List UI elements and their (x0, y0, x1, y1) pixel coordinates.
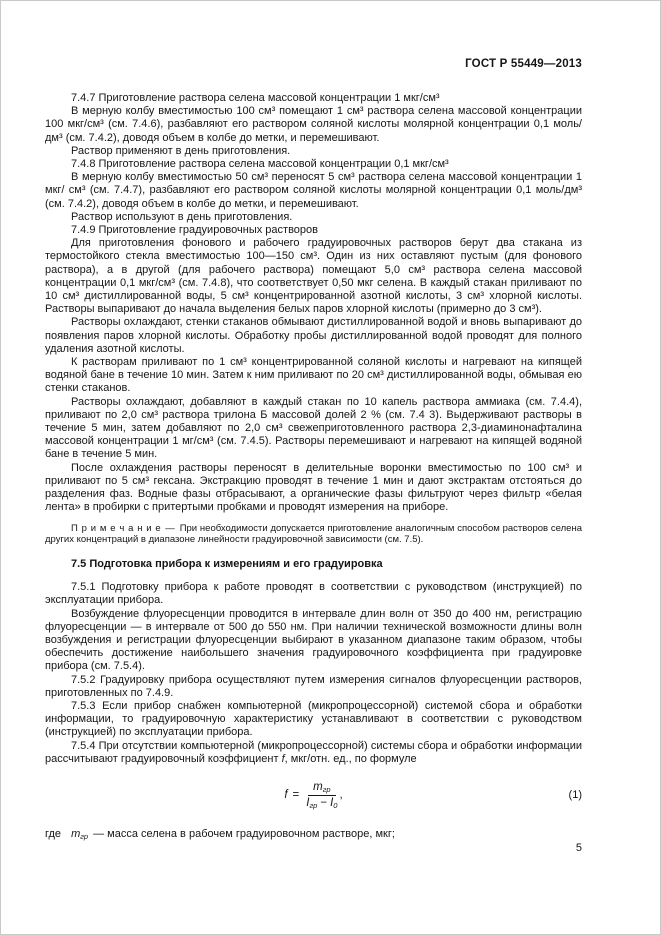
paragraph-7-4-8-title: 7.4.8 Приготовление раствора селена массовой концентрации 0,1 мкг/см³ (71, 158, 449, 171)
minus-sign: − (320, 796, 328, 809)
section-heading-7-5: 7.5 Подготовка прибора к измерениям и его градуировка (71, 557, 383, 570)
formula (284, 781, 342, 809)
paragraph-text: , мкг/отн. ед., по формуле (284, 752, 417, 765)
paragraph: После охлаждения растворы переносят в делительные воронки вместимостью по 100 см³ и приливают по 5 см³ гексана. Экстракцию проводят в течение 1 мин и дают экстрактам отстояться до разделения фаз. Водные фазы отбрасывают, а органические фазы фильтруют через фильтр «белая лента» в пробирки с притертыми пробками и проводят измерения на приборе. (45, 461, 582, 514)
equation-number: (1) (568, 788, 582, 801)
paragraph-7-5-2: 7.5.2 Градуировку прибора осуществляют путем измерения сигналов флуоресценции растворов, приготовленных по 7.4.9. (45, 673, 582, 699)
note-text: При необходимости допускается приготовление аналогичным способом растворов селена других концентраций в диапазоне линейности градуировочной зависимости (см. 7.5). (45, 522, 583, 546)
paragraph: В мерную колбу вместимостью 100 см³ помещают 1 см³ раствора селена массовой концентрации 100 мкг/см³ (см. 7.4.6), разбавляют его раствором соляной кислоты молярной концентрации 0,1 моль/дм³ (см. 7.4.2), доводя объем в колбе до метки, и перемешивают. (45, 105, 582, 144)
paragraph-text: 7.5.4 При отсутствии компьютерной (микропроцессорной) системы сбора и обработки информации рассчитывают градуировочный коэффициент (45, 739, 582, 765)
denominator-subscript-1: гр (309, 800, 318, 810)
paragraph-7-4-9-title: 7.4.9 Приготовление градуировочных растворов (71, 224, 318, 237)
denominator-base-2: I (330, 796, 334, 809)
formula-comma: , (339, 788, 343, 801)
fraction-numerator (308, 781, 335, 796)
formula-block (45, 772, 582, 818)
where-label: где (45, 827, 62, 840)
fraction (306, 781, 337, 809)
equals-sign: = (292, 788, 300, 801)
paragraph-7-4-7-title: 7.4.7 Приготовление раствора селена массовой концентрации 1 мкг/см³ (71, 92, 440, 104)
paragraph-7-5-3: 7.5.3 Если прибор снабжен компьютерной (микропроцессорной) системой сбора и обработки информации, то градуировочную характеристику устанавливают в соответствии с руководством (инструкцией) по эксплуатации прибора. (45, 699, 582, 739)
page-number: 5 (575, 842, 582, 855)
where-description: — масса селена в рабочем градуировочном растворе, мкг; (93, 827, 395, 840)
denominator-subscript-2: 0 (333, 800, 338, 810)
note-label: П р и м е ч а н и е (71, 522, 162, 534)
denominator-base-1: I (306, 796, 310, 809)
numerator-subscript: гр (322, 784, 331, 794)
document-code-header: ГОСТ Р 55449—2013 (465, 58, 582, 70)
paragraph-7-5-4 (45, 740, 582, 766)
paragraph: В мерную колбу вместимостью 50 см³ переносят 5 см³ раствора селена массовой концентрации 1 мкг/ см³ (см. 7.4.7), разбавляют его раствором соляной кислоты молярной концентрации 0,1 моль/дм³ (см. 7.4.2), доводя объем в колбе до метки, и перемешивают. (45, 171, 582, 210)
variable-f: f (281, 752, 285, 765)
paragraph: Раствор используют в день приготовления. (71, 210, 293, 223)
paragraph: Возбуждение флуоресценции проводится в интервале длин волн от 350 до 400 нм, регистрацию флуоресценции — в интервале от 500 до 550 нм. При наличии технической возможности длины волн возбуждения и регистрации флуоресценции выбирают в указанном диапазоне таким образом, чтобы обеспечить достижение наибольшего значения градуировочного коэффициента при градуировке прибора (см. 7.5.4). (45, 607, 582, 673)
paragraph: К растворам приливают по 1 см³ концентрированной соляной кислоты и нагревают на кипящей водяной бане в течение 10 мин. Затем к ним приливают по 20 см³ дистиллированной воды, обмывая ею стенки стаканов. (45, 356, 582, 395)
note-dash: — (165, 522, 175, 534)
where-variable-base: m (71, 827, 81, 840)
numerator-base: m (313, 780, 323, 793)
paragraph-7-5-1: 7.5.1 Подготовку прибора к работе проводят в соответствии с руководством (инструкцией) по эксплуатации прибора. (45, 581, 582, 607)
paragraph: Растворы охлаждают, добавляют в каждый стакан по 10 капель раствора аммиака (см. 7.4.4), приливают по 2,0 см³ раствора трилона Б массовой долей 2 % (см. 7.4 3). Выдерживают растворы в течение 5 мин, затем добавляют по 2,0 см³ свежеприготовленного раствора 2,3-диаминонафталина массовой концентрации 1 мг/см³ (см. 7.4.5). Растворы перемешивают и нагревают на кипящей водяной бане в течение 5 мин. (45, 395, 582, 461)
paragraph: Раствор применяют в день приготовления. (71, 144, 291, 157)
fraction-denominator (306, 796, 337, 809)
page-content (45, 57, 582, 855)
formula-lhs: f (284, 788, 288, 801)
where-clause (45, 828, 582, 841)
paragraph: Для приготовления фонового и рабочего градуировочных растворов берут два стакана из термостойкого стекла вместимостью 100—150 см³. Один из них оставляют пустым (для фонового раствора), а в другой (для рабочего раствора) помещают 5,0 см³ раствора селена массовой концентрации 0,1 мкг/см³ (см. 7.4.8), что соответствует 0,50 мкг селена. В каждый стакан приливают по 10 см³ дистиллированной воды, 5 см³ концентрированной азотной кислоты, 3 см³ хлорной кислоты. Растворы выпаривают до начала выделения белых паров хлорной кислоты (примерно до 3 см³). (45, 237, 582, 316)
note (45, 523, 582, 546)
paragraph: Растворы охлаждают, стенки стаканов обмывают дистиллированной водой и вновь выпаривают до появления паров хлорной кислоты. Обработку пробы дистиллированной водой проводят для полного удаления азотной кислоты. (45, 316, 582, 355)
where-variable-subscript: гр (80, 831, 89, 841)
